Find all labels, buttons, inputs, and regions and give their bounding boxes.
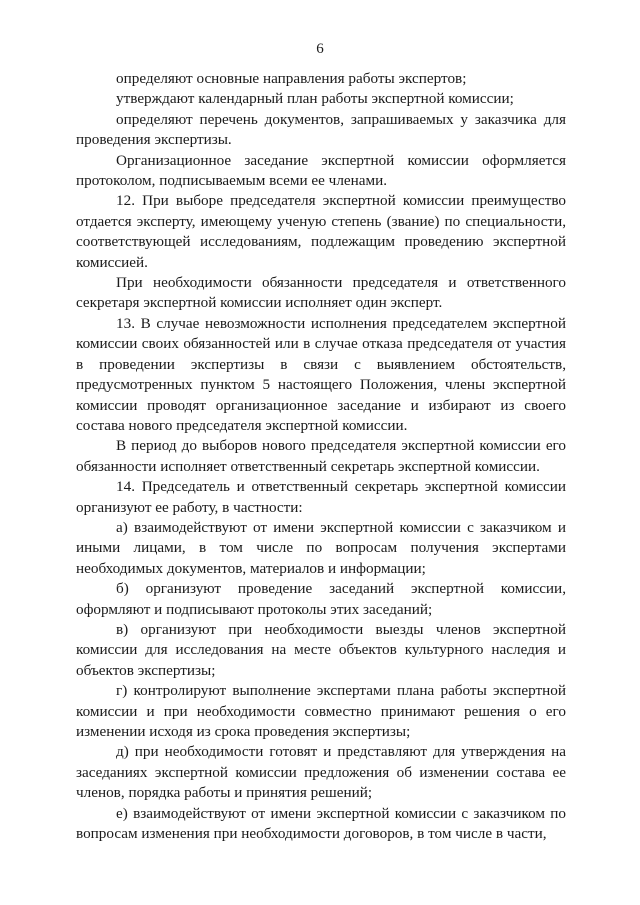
paragraph: утверждают календарный план работы экспертной комиссии; [116, 90, 514, 108]
page-number: 6 [316, 41, 324, 57]
paragraph: г) контролируют выполнение экспертами плана работы экспертной комиссии и при необходимости совместно принимают решения о его изменении исходя из срока проведения экспертизы; [76, 682, 566, 740]
paragraph: д) при необходимости готовят и представляют для утверждения на заседаниях экспертной комиссии предложения об изменении состава ее членов, порядка работы и принятия решений; [76, 743, 566, 802]
paragraph: Организационное заседание экспертной комиссии оформляется протоколом, подписываемым всеми ее членами. [76, 151, 566, 190]
paragraph: 13. В случае невозможности исполнения председателем экспертной комиссии своих обязанностей или в случае отказа председателя от участия в проведении экспертизы в связи с выявлением обстоятельств, предусмотренных пунктом 5 настоящего Положения, члены экспертной комиссии проводят организационное заседание и избирают из своего состава нового председателя экспертной комиссии. [76, 314, 566, 434]
paragraph: В период до выборов нового председателя экспертной комиссии его обязанности исполняет ответственный секретарь экспертной комиссии. [76, 437, 566, 475]
paragraph: б) организуют проведение заседаний экспертной комиссии, оформляют и подписывают протоколы этих заседаний; [76, 580, 566, 618]
paragraph: определяют основные направления работы экспертов; [116, 70, 467, 87]
paragraph: е) взаимодействуют от имени экспертной комиссии с заказчиком по вопросам изменения при необходимости договоров, в том числе в части, [76, 804, 566, 843]
paragraph: 14. Председатель и ответственный секретарь экспертной комиссии организуют ее работу, в частности: [76, 478, 566, 516]
paragraph: а) взаимодействуют от имени экспертной комиссии с заказчиком и иными лицами, в том числе по вопросам получения экспертами необходимых документов, материалов и информации; [76, 518, 566, 577]
paragraph: При необходимости обязанности председателя и ответственного секретаря экспертной комиссии исполняет один эксперт. [76, 274, 566, 312]
document-body [76, 69, 566, 844]
paragraph: в) организуют при необходимости выезды членов экспертной комиссии для исследования на месте объектов культурного наследия и объектов экспертизы; [76, 620, 566, 679]
paragraph: 12. При выборе председателя экспертной комиссии преимущество отдается эксперту, имеющему ученую степень (звание) по специальности, соответствующей исследованиям, подлежащим проведению экспертной комиссией. [76, 192, 566, 271]
paragraph: определяют перечень документов, запрашиваемых у заказчика для проведения экспертизы. [76, 110, 566, 149]
